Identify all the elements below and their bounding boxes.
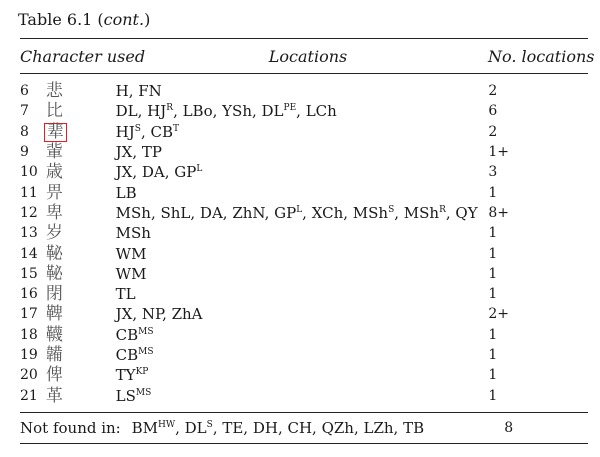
- row-number: 16: [20, 286, 38, 303]
- row-number: 20: [20, 367, 38, 384]
- row-count: 1: [488, 245, 498, 262]
- table-row: [20, 223, 588, 243]
- row-character-cell: [46, 203, 116, 223]
- row-count: 2: [488, 83, 498, 100]
- row-character: 䩛: [45, 263, 63, 284]
- row-character: 軰: [45, 142, 63, 163]
- row-number: 7: [20, 103, 29, 120]
- row-character-cell: [46, 142, 116, 162]
- location-text: CB: [115, 346, 139, 364]
- location-text: , XCh, MSh: [302, 203, 389, 222]
- row-character-cell: [46, 122, 116, 142]
- row-number: 10: [20, 164, 38, 181]
- location-superscript: R: [166, 103, 174, 114]
- row-number: 9: [20, 144, 29, 161]
- row-character: 韛: [45, 345, 63, 365]
- table-body: [20, 74, 588, 412]
- table-row: [20, 325, 588, 345]
- location-superscript: S: [206, 419, 213, 430]
- row-count: 2: [488, 123, 498, 140]
- row-character-cell: [46, 325, 116, 345]
- row-count: 8+: [488, 204, 509, 221]
- row-locations: [116, 183, 487, 203]
- table-caption: [18, 8, 588, 32]
- location-superscript: S: [134, 123, 141, 134]
- location-text: , LBo, YSh, DL: [173, 102, 284, 121]
- row-count: 1: [488, 225, 498, 242]
- row-character: 革: [45, 385, 63, 406]
- row-number: 18: [20, 326, 38, 343]
- row-character-cell: [46, 284, 116, 304]
- row-number: 13: [20, 225, 38, 242]
- row-number: 19: [20, 347, 38, 363]
- row-count: 1+: [488, 144, 509, 161]
- row-locations: [116, 325, 487, 345]
- location-text: , DL: [175, 418, 207, 437]
- row-character-cell: [46, 223, 116, 243]
- row-count: 1: [488, 347, 498, 363]
- row-character: 鞞: [45, 304, 63, 325]
- location-text: WM: [115, 264, 147, 283]
- row-character-cell: [46, 386, 116, 406]
- not-found-locations: [132, 419, 503, 437]
- caption-prefix: Table 6.1 (: [18, 10, 104, 29]
- table-row: [20, 122, 588, 142]
- location-text: TL: [115, 285, 136, 304]
- row-locations: [116, 142, 487, 162]
- location-superscript: L: [296, 204, 303, 215]
- row-character: 比: [45, 101, 63, 122]
- caption-cont: cont.: [103, 10, 145, 29]
- location-text: LB: [115, 183, 137, 202]
- row-character-cell: [46, 365, 116, 385]
- header-character: Character used: [20, 46, 146, 66]
- location-text: , CB: [140, 122, 173, 141]
- row-character-cell: [46, 183, 116, 203]
- location-superscript: KP: [135, 367, 149, 378]
- location-text: TY: [115, 366, 136, 385]
- row-count: 1: [488, 265, 498, 282]
- row-character-cell: [46, 264, 116, 284]
- row-locations: [116, 264, 487, 284]
- not-found-row: [20, 413, 588, 443]
- location-text: DL, HJ: [115, 102, 167, 121]
- location-superscript: MS: [135, 387, 152, 398]
- row-locations: [116, 122, 487, 142]
- row-count: 1: [488, 387, 498, 404]
- row-character-cell: [46, 304, 116, 324]
- location-superscript: MS: [138, 347, 154, 357]
- location-text: CB: [115, 325, 139, 344]
- row-locations: [116, 101, 487, 121]
- row-character: 悲: [45, 81, 63, 102]
- location-text: , LCh: [296, 102, 337, 121]
- bottom-rule: [20, 443, 588, 444]
- location-superscript: S: [388, 204, 395, 215]
- location-text: H, FN: [115, 82, 162, 101]
- row-locations: [116, 223, 487, 243]
- row-number: 6: [20, 83, 29, 100]
- row-character-cell: [46, 162, 116, 182]
- location-superscript: R: [439, 204, 446, 215]
- row-number: 8: [20, 123, 29, 140]
- location-text: JX, NP, ZhA: [115, 305, 203, 324]
- location-text: LS: [115, 386, 136, 405]
- table-row: [20, 304, 588, 324]
- location-text: JX, TP: [115, 143, 162, 162]
- location-superscript: L: [196, 164, 203, 175]
- location-text: WM: [115, 244, 147, 263]
- location-text: MSh: [115, 224, 151, 243]
- table-row: [20, 243, 588, 263]
- row-locations: [116, 304, 487, 324]
- location-superscript: T: [172, 123, 179, 134]
- table-row: [20, 365, 588, 385]
- row-character: 卑: [45, 202, 63, 223]
- row-count: 1: [488, 286, 498, 303]
- location-text: , MSh: [394, 203, 440, 222]
- row-character: 韈: [45, 324, 63, 345]
- table-row: [20, 385, 588, 405]
- row-character: 俾: [45, 365, 63, 386]
- row-character: 歳: [45, 162, 63, 183]
- header-count: No. locations: [488, 46, 595, 66]
- table-row: [20, 203, 588, 223]
- row-number: 21: [20, 387, 38, 404]
- row-locations: [116, 386, 487, 406]
- table-row: [20, 142, 588, 162]
- location-superscript: HW: [158, 419, 176, 430]
- row-character: 閉: [45, 284, 63, 305]
- row-character-cell: [46, 244, 116, 264]
- row-number: 14: [20, 245, 38, 262]
- row-count: 2+: [488, 306, 509, 323]
- row-locations: [116, 244, 487, 264]
- row-number: 11: [20, 184, 38, 201]
- table-row: [20, 162, 588, 182]
- location-text: BM: [131, 418, 158, 437]
- row-locations: [116, 365, 487, 385]
- row-count: 1: [488, 184, 498, 201]
- row-count: 3: [488, 164, 498, 181]
- location-superscript: PE: [283, 103, 297, 114]
- table-row: [20, 345, 588, 365]
- location-text: , TE, DH, CH, QZh, LZh, TB: [212, 418, 425, 437]
- row-number: 12: [20, 204, 38, 221]
- row-locations: [116, 81, 487, 101]
- row-character-cell: [46, 81, 116, 101]
- location-superscript: MS: [138, 326, 154, 337]
- table-page: [18, 8, 595, 444]
- table-row: [20, 182, 588, 202]
- row-character: 䩛: [45, 243, 63, 264]
- table-row: [20, 81, 588, 101]
- table-header: [20, 39, 595, 73]
- row-locations: [116, 284, 487, 304]
- header-locations: Locations: [268, 46, 348, 66]
- location-text: , QY: [445, 203, 478, 222]
- row-locations: [116, 345, 487, 365]
- location-text: HJ: [115, 122, 135, 141]
- row-count: 6: [488, 103, 498, 120]
- row-character: 岁: [45, 223, 63, 244]
- not-found-label: Not found in:: [20, 418, 121, 437]
- table-row: [20, 284, 588, 304]
- location-text: JX, DA, GP: [115, 163, 197, 182]
- row-locations: [116, 203, 487, 223]
- location-text: MSh, ShL, DA, ZhN, GP: [115, 203, 297, 222]
- table-row: [20, 101, 588, 121]
- row-number: 15: [20, 265, 38, 282]
- highlighted-character: 辈: [44, 123, 67, 142]
- caption-suffix: ): [144, 10, 151, 29]
- row-locations: [116, 162, 487, 182]
- row-number: 17: [20, 306, 38, 323]
- not-found-count: 8: [504, 419, 514, 436]
- table-row: [20, 264, 588, 284]
- row-character: 畀: [45, 182, 63, 203]
- row-count: 1: [488, 326, 498, 343]
- row-character-cell: [46, 345, 116, 365]
- row-character-cell: [46, 101, 116, 121]
- row-count: 1: [488, 367, 498, 384]
